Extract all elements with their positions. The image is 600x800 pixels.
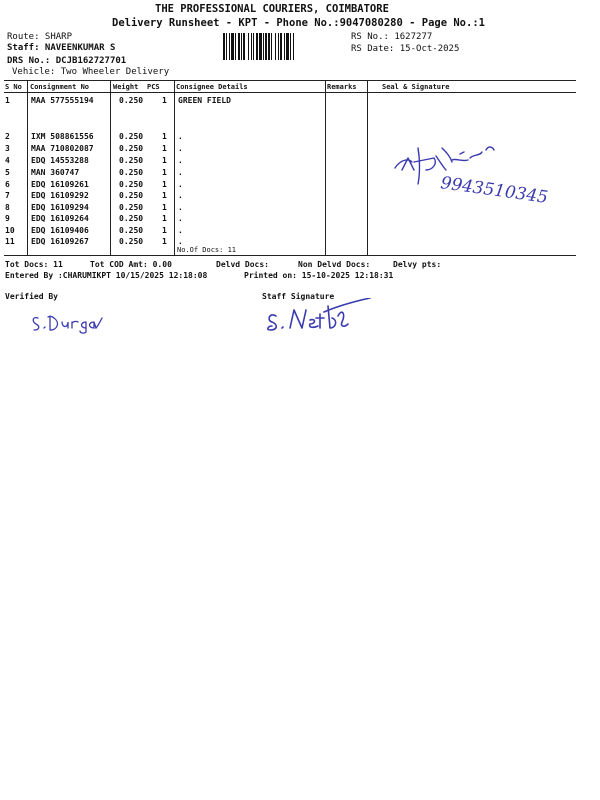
barcode-bar — [293, 33, 294, 60]
cell-pcs: 1 — [162, 203, 167, 212]
seal-signature — [390, 140, 570, 210]
barcode-bar — [271, 33, 272, 60]
cell-pcs: 1 — [162, 132, 167, 141]
cell-consignee: . — [178, 168, 183, 177]
cell-sno: 2 — [5, 132, 10, 141]
cell-sno: 11 — [5, 237, 15, 246]
cell-consignment: EDQ 16109406 — [31, 226, 89, 235]
cell-consignment: MAA 710802087 — [31, 144, 94, 153]
cell-pcs: 1 — [162, 168, 167, 177]
cell-consignee: . — [178, 214, 183, 223]
barcode-bar — [226, 33, 227, 60]
tot-cod-amt: Tot COD Amt: 0.00 — [90, 260, 172, 269]
cell-consignment: MAA 577555194 — [31, 96, 94, 105]
cell-sno: 4 — [5, 156, 10, 165]
cell-consignee: . — [178, 180, 183, 189]
header-consignee: Consignee Details — [176, 83, 248, 91]
staff-signature — [262, 298, 372, 338]
runsheet-title: Delivery Runsheet - KPT - Phone No.:9047080280 - Page No.:1 — [112, 17, 485, 29]
cell-pcs: 1 — [162, 144, 167, 153]
cell-consignee: GREEN FIELD — [178, 96, 231, 105]
cell-consignee: . — [178, 144, 183, 153]
barcode-bar — [243, 33, 245, 60]
printed-on: Printed on: 15-10-2025 12:18:31 — [244, 271, 394, 280]
barcode-bar — [290, 33, 291, 60]
barcode-bar — [229, 33, 230, 60]
entered-by: Entered By :CHARUMIKPT 10/15/2025 12:18:08 — [5, 271, 208, 280]
barcode-bar — [238, 33, 240, 60]
cell-consignment: EDQ 16109267 — [31, 237, 89, 246]
barcode-bar — [278, 33, 279, 60]
cell-consignee: . — [178, 132, 183, 141]
cell-consignment: EDQ 16109264 — [31, 214, 89, 223]
barcode-bar — [251, 33, 252, 60]
table-top-border — [4, 80, 576, 81]
cell-weight: 0.250 — [119, 132, 144, 141]
header-separator — [4, 92, 576, 93]
cell-consignment: MAN 360747 — [31, 168, 80, 177]
tot-docs: Tot Docs: 11 — [5, 260, 63, 269]
cell-pcs: 1 — [162, 226, 167, 235]
cell-weight: 0.250 — [119, 203, 144, 212]
vehicle-label: Vehicle: Two Wheeler Delivery — [12, 67, 170, 77]
cell-consignment: IXM 508861556 — [31, 132, 94, 141]
cell-sno: 3 — [5, 144, 10, 153]
barcode-bar — [280, 33, 282, 60]
col-divider-sno — [27, 80, 28, 255]
cell-sno: 5 — [5, 168, 10, 177]
barcode — [223, 33, 347, 60]
cell-pcs: 1 — [162, 191, 167, 200]
rs-number: RS No.: 1627277 — [351, 32, 433, 42]
cell-consignee: . — [178, 237, 183, 246]
verifier-signature — [28, 308, 108, 334]
cell-sno: 9 — [5, 214, 10, 223]
delvd-docs: Delvd Docs: — [216, 260, 269, 269]
header-remarks: Remarks — [327, 83, 357, 91]
drs-number: DRS No.: DCJB162727701 — [7, 56, 127, 66]
header-sno: S No — [5, 83, 22, 91]
cell-consignee: . — [178, 203, 183, 212]
col-divider-weight — [174, 80, 175, 255]
barcode-bar — [268, 33, 270, 60]
cell-pcs: 1 — [162, 180, 167, 189]
table-bottom-border — [4, 255, 576, 256]
rs-date: RS Date: 15-Oct-2025 — [351, 44, 460, 54]
barcode-bar — [275, 33, 276, 60]
cell-weight: 0.250 — [119, 156, 144, 165]
col-divider-remarks — [367, 80, 368, 255]
barcode-bar — [235, 33, 236, 60]
cell-pcs: 1 — [162, 156, 167, 165]
cell-sno: 1 — [5, 96, 10, 105]
cell-weight: 0.250 — [119, 214, 144, 223]
cell-weight: 0.250 — [119, 168, 144, 177]
header-seal: Seal & Signature — [382, 83, 450, 91]
cell-consignment: EDQ 14553288 — [31, 156, 89, 165]
no-of-docs: No.Of Docs: 11 — [177, 246, 237, 254]
cell-pcs: 1 — [162, 96, 167, 105]
cell-consignment: EDQ 16109294 — [31, 203, 89, 212]
non-delvd-docs: Non Delvd Docs: — [298, 260, 371, 269]
cell-sno: 8 — [5, 203, 10, 212]
header-pcs: PCS — [147, 83, 160, 91]
cell-weight: 0.250 — [119, 144, 144, 153]
cell-consignee: . — [178, 226, 183, 235]
barcode-bar — [256, 33, 258, 60]
barcode-bar — [231, 33, 234, 60]
cell-weight: 0.250 — [119, 96, 144, 105]
cell-sno: 10 — [5, 226, 15, 235]
barcode-bar — [286, 33, 289, 60]
cell-weight: 0.250 — [119, 237, 144, 246]
cell-weight: 0.250 — [119, 180, 144, 189]
cell-consignee: . — [178, 191, 183, 200]
cell-consignment: EDQ 16109292 — [31, 191, 89, 200]
barcode-bar — [241, 33, 242, 60]
header-consignment: Consignment No — [30, 83, 90, 91]
cell-consignment: EDQ 16109261 — [31, 180, 89, 189]
col-divider-consignment — [110, 80, 111, 255]
staff-label: Staff: NAVEENKUMAR S — [7, 43, 116, 53]
barcode-bar — [248, 33, 249, 60]
barcode-bar — [263, 33, 264, 60]
cell-sno: 6 — [5, 180, 10, 189]
cell-weight: 0.250 — [119, 226, 144, 235]
cell-consignee: . — [178, 156, 183, 165]
barcode-bar — [265, 33, 267, 60]
header-weight: Weight — [113, 83, 139, 91]
barcode-bar — [223, 33, 225, 60]
cell-sno: 7 — [5, 191, 10, 200]
company-name: THE PROFESSIONAL COURIERS, COIMBATORE — [155, 3, 389, 15]
cell-pcs: 1 — [162, 237, 167, 246]
verified-by-label: Verified By — [5, 292, 58, 301]
barcode-bar — [253, 33, 254, 60]
cell-pcs: 1 — [162, 214, 167, 223]
barcode-bar — [259, 33, 262, 60]
col-divider-consignee — [325, 80, 326, 255]
barcode-bar — [284, 33, 285, 60]
cell-weight: 0.250 — [119, 191, 144, 200]
delvy-pts: Delvy pts: — [393, 260, 442, 269]
handwritten-phone: 9943510345 — [439, 173, 550, 209]
route-label: Route: SHARP — [7, 32, 73, 42]
staff-signature-label: Staff Signature — [262, 292, 335, 301]
